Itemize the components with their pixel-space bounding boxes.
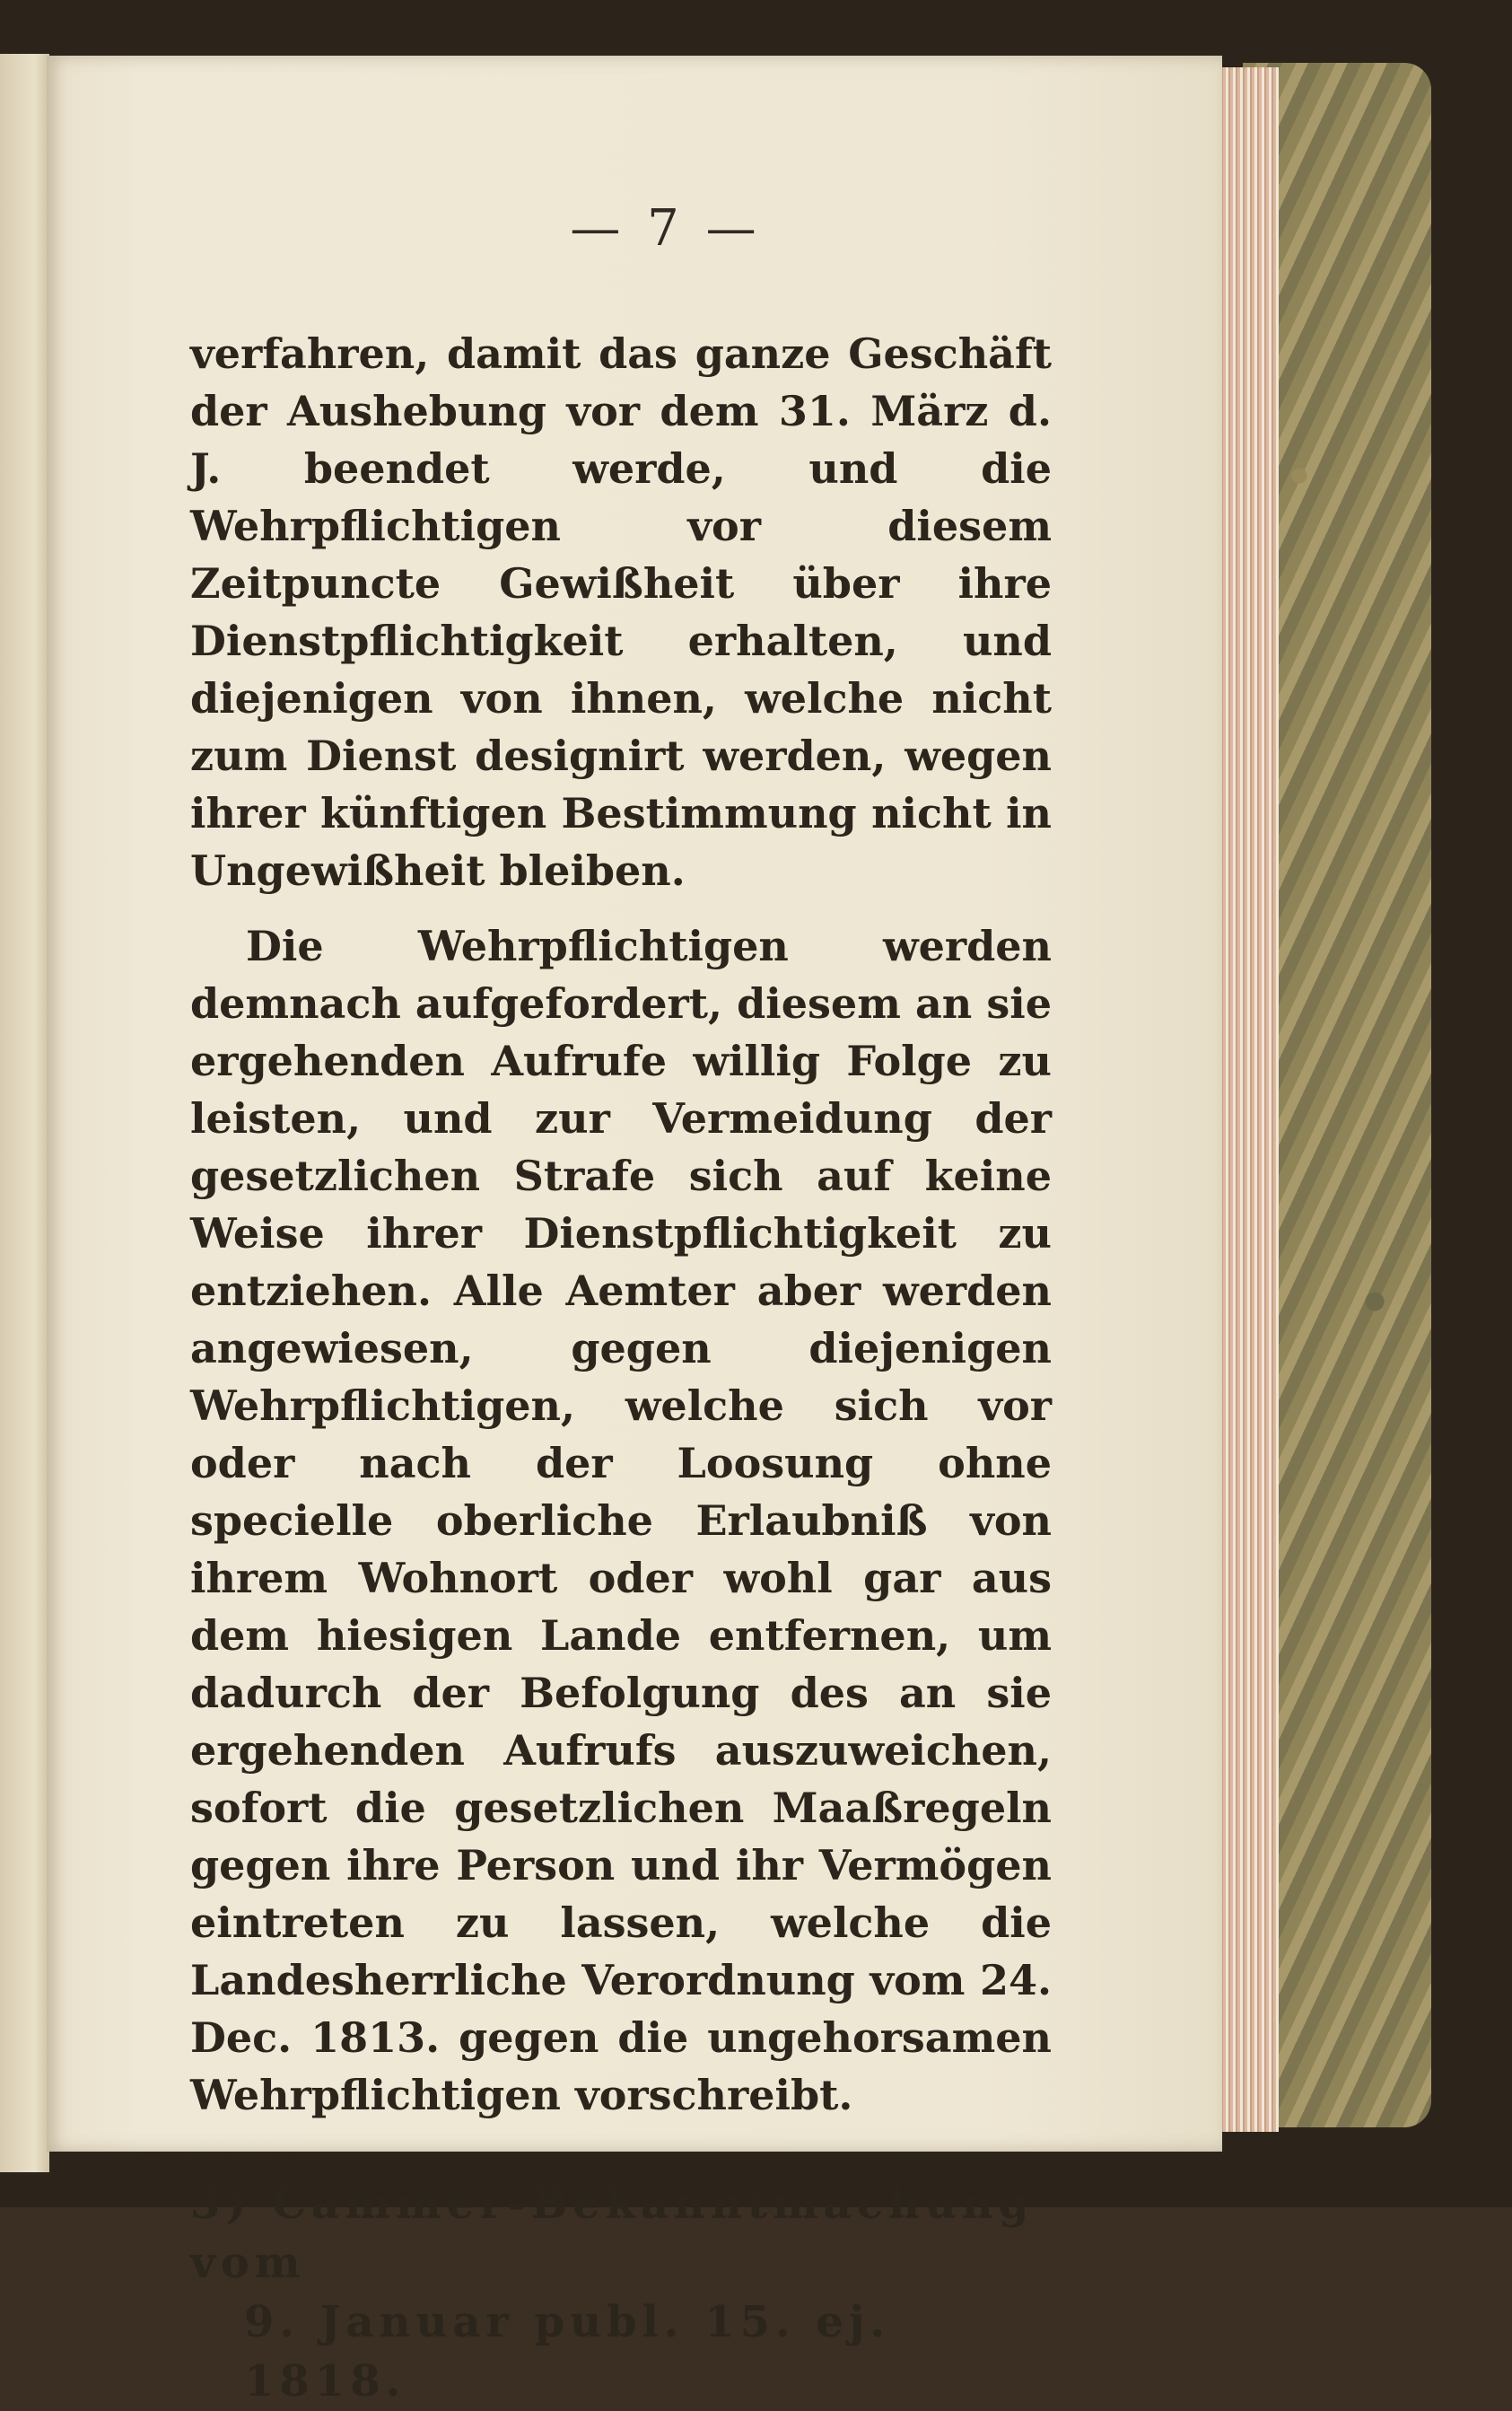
section-heading-line-2: 9. Januar publ. 15. ej. 1818. [244,2297,891,2407]
book-page [47,56,1222,2407]
paragraph-continuation: verfahren, damit das ganze Geschäft der Aushebung vor dem 31. März d. J. beendet werde, und die Wehrpflichtigen vor diesem Zeitpuncte Gewißheit über ihre Dienstpflichtigkeit erhalten, und diejenigen von ihnen, welche nicht zum Dienst designirt werden, wegen ihrer künftigen Bestimmung nicht in Ungewißheit bleiben. [190,329,1052,895]
paragraph-call-to-duty: Die Wehrpflichtigen werden demnach aufgefordert, diesem an sie ergehenden Aufrufe willig Folge zu leisten, und zur Vermeidung der gesetzlichen Strafe sich auf keine Weise ihrer Dienstpflichtigkeit zu entziehen. Alle Aemter aber werden angewiesen, gegen diejenigen Wehrpflichtigen, welche sich vor oder nach der Loosung ohne specielle oberliche Erlaubniß von ihrem Wohnort oder wohl gar aus dem hiesigen Lande entfernen, um dadurch der Befolgung des an sie ergehenden Aufrufs auszuweichen, sofort die gesetzlichen Maaßregeln gegen ihre Person und ihr Vermögen eintreten zu lassen, welche die Landesherrliche Verordnung vom 24. Dec. 1813. gegen die ungehorsamen Wehrpflichtigen vorschreibt. [190,922,1052,2119]
section-heading [190,2174,1052,2411]
bleed-through-shadow [1025,280,1240,388]
previous-page-edge [0,54,49,2172]
page-text [190,325,1052,2411]
section-heading-line-1: 3) Cammer-Bekanntmachung vom [190,2179,1035,2288]
page-number: — 7 — [570,199,762,258]
